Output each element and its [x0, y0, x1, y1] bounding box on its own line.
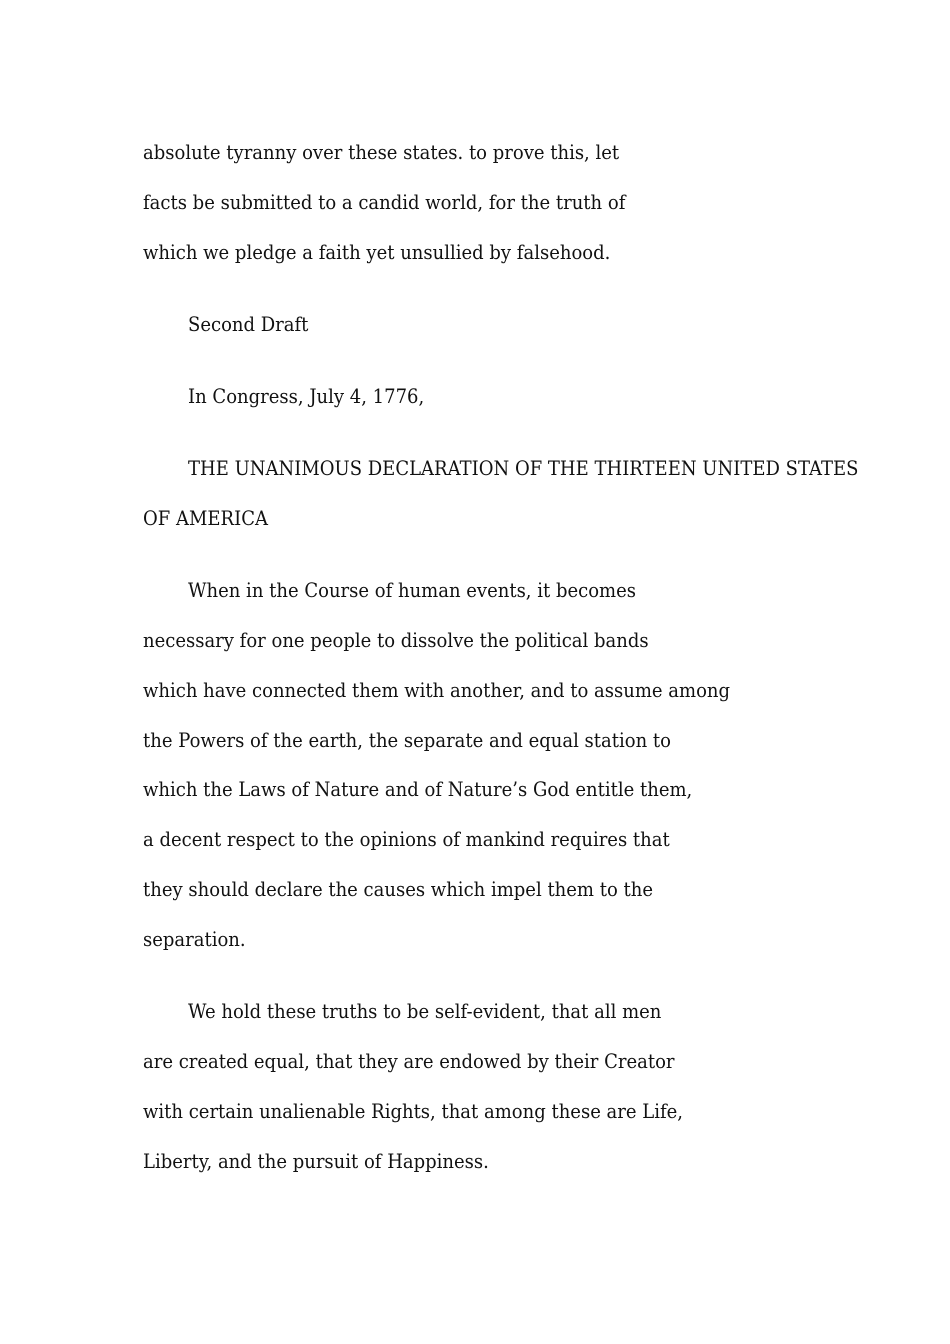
- paragraph-1-line: When in the Course of human events, it becomes: [188, 578, 637, 602]
- paragraph-2-line: We hold these truths to be self-evident, that all men: [188, 999, 662, 1023]
- paragraph-1-line: which the Laws of Nature and of Nature’s God entitle them,: [143, 777, 693, 801]
- paragraph-1-line: necessary for one people to dissolve the political bands: [143, 628, 649, 652]
- paragraph-2-line: are created equal, that they are endowed by their Creator: [143, 1049, 675, 1073]
- paragraph-1-line: they should declare the causes which impel them to the: [143, 877, 653, 901]
- paragraph-1-line: separation.: [143, 927, 246, 951]
- paragraph-1-line: a decent respect to the opinions of mankind requires that: [143, 827, 670, 851]
- document-title-line: THE UNANIMOUS DECLARATION OF THE THIRTEEN UNITED STATES: [188, 456, 859, 480]
- paragraph-1-line: which have connected them with another, and to assume among: [143, 678, 731, 702]
- opening-paragraph-line: which we pledge a faith yet unsullied by falsehood.: [143, 240, 611, 264]
- opening-paragraph-line: facts be submitted to a candid world, for the truth of: [143, 190, 626, 214]
- dateline: In Congress, July 4, 1776,: [188, 384, 425, 408]
- section-heading: Second Draft: [188, 312, 309, 336]
- paragraph-1-line: the Powers of the earth, the separate and equal station to: [143, 728, 671, 752]
- paragraph-2-line: Liberty, and the pursuit of Happiness.: [143, 1149, 489, 1173]
- opening-paragraph-line: absolute tyranny over these states. to prove this, let: [143, 140, 620, 164]
- paragraph-2-line: with certain unalienable Rights, that among these are Life,: [143, 1099, 684, 1123]
- document-title-line: OF AMERICA: [143, 506, 268, 530]
